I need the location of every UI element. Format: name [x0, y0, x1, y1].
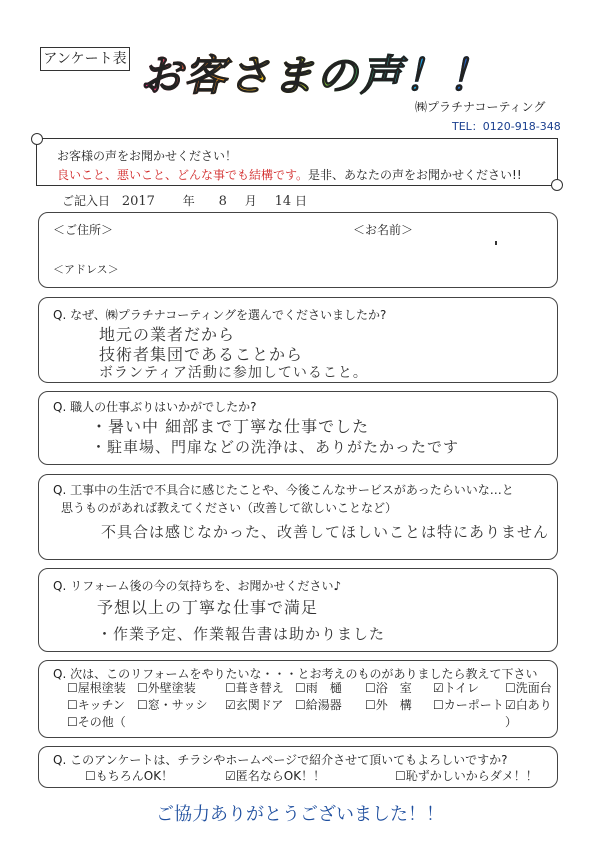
checkbox-icon[interactable]: ☐: [365, 681, 376, 695]
checkbox-icon[interactable]: ☐: [295, 698, 306, 712]
q5-option-label: 葺き替え: [235, 681, 284, 695]
checkbox-icon[interactable]: ☐: [85, 769, 96, 783]
entry-day-unit: 日: [294, 194, 307, 208]
scroll-curl-icon: [551, 179, 563, 191]
checkbox-checked-icon[interactable]: ☑: [225, 769, 236, 783]
q5-option[interactable]: [365, 679, 412, 696]
q5-option-label: 白あり: [515, 698, 552, 712]
q1-question: Q. なぜ、㈱プラチナコーティングを選んでくださいましたか?: [53, 308, 387, 322]
q5-option[interactable]: [505, 696, 552, 713]
q5-option[interactable]: [225, 696, 283, 713]
q5-question: Q. 次は、このリフォームをやりたいな・・・とお考えのものがありましたら教えて下さい: [53, 667, 538, 681]
checkbox-icon[interactable]: ☐: [137, 698, 148, 712]
q2-box: [38, 391, 558, 465]
checkbox-icon[interactable]: ☐: [67, 715, 78, 729]
q5-option[interactable]: [505, 679, 552, 696]
q5-option-label: その他（: [77, 715, 126, 729]
q6-question: Q. このアンケートは、チラシやホームページで紹介させて頂いてもよろしいですか?: [53, 753, 508, 767]
thanks-message: ご協力ありがとうございました！！: [156, 804, 444, 825]
entry-date-label: ご記入日: [62, 194, 111, 208]
q5-option-label: 給湯器: [305, 698, 342, 712]
q5-option-label: キッチン: [77, 698, 125, 712]
q5-option-label: 洗面台: [515, 681, 552, 695]
entry-month-unit: 月: [244, 194, 257, 208]
q5-option[interactable]: [433, 679, 479, 696]
q5-option[interactable]: [295, 696, 342, 713]
q6-option-label: もちろんOK！: [95, 769, 174, 783]
checkbox-icon[interactable]: ☐: [433, 698, 444, 712]
q5-option-label: トイレ: [443, 681, 480, 695]
q5-option[interactable]: [67, 713, 126, 730]
company-name: ㈱プラチナコーティング: [415, 100, 546, 114]
banner-line-2-red: 良いこと、悪いこと、どんな事でも結構です。: [57, 168, 309, 182]
q1-answer-2[interactable]: 技術者集団であることから: [99, 345, 304, 364]
q1-answer-3[interactable]: ボランティア活動に参加していること。: [99, 365, 368, 381]
q5-option-label: 外 構: [375, 698, 412, 712]
address-label: ＜ご住所＞: [53, 223, 114, 237]
entry-date: [62, 192, 307, 209]
checkbox-checked-icon[interactable]: ☑: [225, 698, 236, 712]
q4-question: Q. リフォーム後の今の気持ちを、お聞かせください♪: [53, 579, 342, 593]
q5-box: [38, 660, 558, 738]
q5-option[interactable]: [365, 696, 412, 713]
checkbox-icon[interactable]: ☐: [225, 681, 236, 695]
checkbox-icon[interactable]: ☐: [395, 769, 406, 783]
q5-option-label: 雨 樋: [305, 681, 342, 695]
q6-option[interactable]: [225, 767, 325, 784]
address-sub-label: ＜アドレス＞: [53, 263, 119, 276]
q5-option[interactable]: [137, 679, 196, 696]
q6-option-label: 恥ずかしいからダメ！！: [405, 769, 538, 783]
q1-box: [38, 297, 558, 383]
q4-box: [38, 568, 558, 652]
entry-year[interactable]: 2017: [121, 194, 155, 209]
page-title: お客さまの声！！: [140, 43, 492, 103]
entry-day[interactable]: 14: [274, 194, 292, 209]
banner-line-2-rest: 是非、あなたの声をお聞かせください!!: [308, 168, 522, 182]
checkbox-icon[interactable]: ☐: [67, 698, 78, 712]
banner-line-2: [57, 166, 522, 183]
q5-option[interactable]: [225, 679, 284, 696]
q4-answer-2[interactable]: ・作業予定、作業報告書は助かりました: [97, 625, 386, 643]
checkbox-icon[interactable]: ☐: [365, 698, 376, 712]
q2-answer-2[interactable]: ・駐車場、門扉などの洗浄は、ありがたかったです: [91, 438, 460, 456]
customer-info-box: [38, 212, 558, 288]
checkbox-checked-icon[interactable]: ☑: [505, 698, 516, 712]
q5-option-label: 浴 室: [375, 681, 412, 695]
q5-option[interactable]: [433, 696, 504, 713]
q3-question-line-2: 思うものがあれば教えてください（改善して欲しいことなど）: [61, 501, 398, 515]
q6-option[interactable]: [85, 767, 173, 784]
survey-tag: アンケート表: [40, 47, 130, 71]
scroll-curl-icon: [31, 133, 43, 145]
q4-answer-1[interactable]: 予想以上の丁寧な仕事で満足: [97, 598, 319, 617]
checkbox-icon[interactable]: ☐: [295, 681, 306, 695]
intro-banner: [36, 138, 558, 186]
q6-box: [38, 746, 558, 788]
checkbox-icon[interactable]: ☐: [67, 681, 78, 695]
q5-option[interactable]: [137, 696, 208, 713]
q5-option-label: 玄関ドア: [235, 698, 284, 712]
q3-answer-1[interactable]: 不具合は感じなかった、改善してほしいことは特にありません: [101, 523, 550, 541]
q5-option[interactable]: [67, 696, 125, 713]
checkbox-icon[interactable]: ☐: [505, 681, 516, 695]
q5-option-label: 外壁塗装: [147, 681, 196, 695]
q5-close-paren: ）: [505, 715, 518, 729]
q5-option-label: カーポート: [443, 698, 504, 712]
q3-box: [38, 474, 558, 560]
q5-option-label: 屋根塗装: [77, 681, 126, 695]
checkbox-checked-icon[interactable]: ☑: [433, 681, 444, 695]
checkbox-icon[interactable]: ☐: [137, 681, 148, 695]
q5-option-label: 窓・サッシ: [147, 698, 208, 712]
company-tel: TEL：0120-918-348: [452, 120, 561, 133]
q2-question: Q. 職人の仕事ぶりはいかがでしたか?: [53, 400, 257, 414]
q6-option[interactable]: [395, 767, 538, 784]
entry-month[interactable]: 8: [218, 194, 227, 209]
q6-option-label: 匿名ならOK！！: [235, 769, 326, 783]
q3-question-line-1: Q. 工事中の生活で不具合に感じたことや、今後こんなサービスがあったらいいな…と: [53, 483, 514, 497]
q2-answer-1[interactable]: ・暑い中 細部まで丁寧な仕事でした: [91, 417, 370, 436]
q5-option[interactable]: [67, 679, 126, 696]
q1-answer-1[interactable]: 地元の業者だから: [99, 325, 236, 344]
entry-year-unit: 年: [182, 194, 195, 208]
name-label: ＜お名前＞: [353, 223, 414, 237]
banner-line-1: お客様の声をお聞かせください！: [57, 149, 238, 163]
q5-option[interactable]: [295, 679, 342, 696]
ink-mark: [495, 241, 497, 245]
